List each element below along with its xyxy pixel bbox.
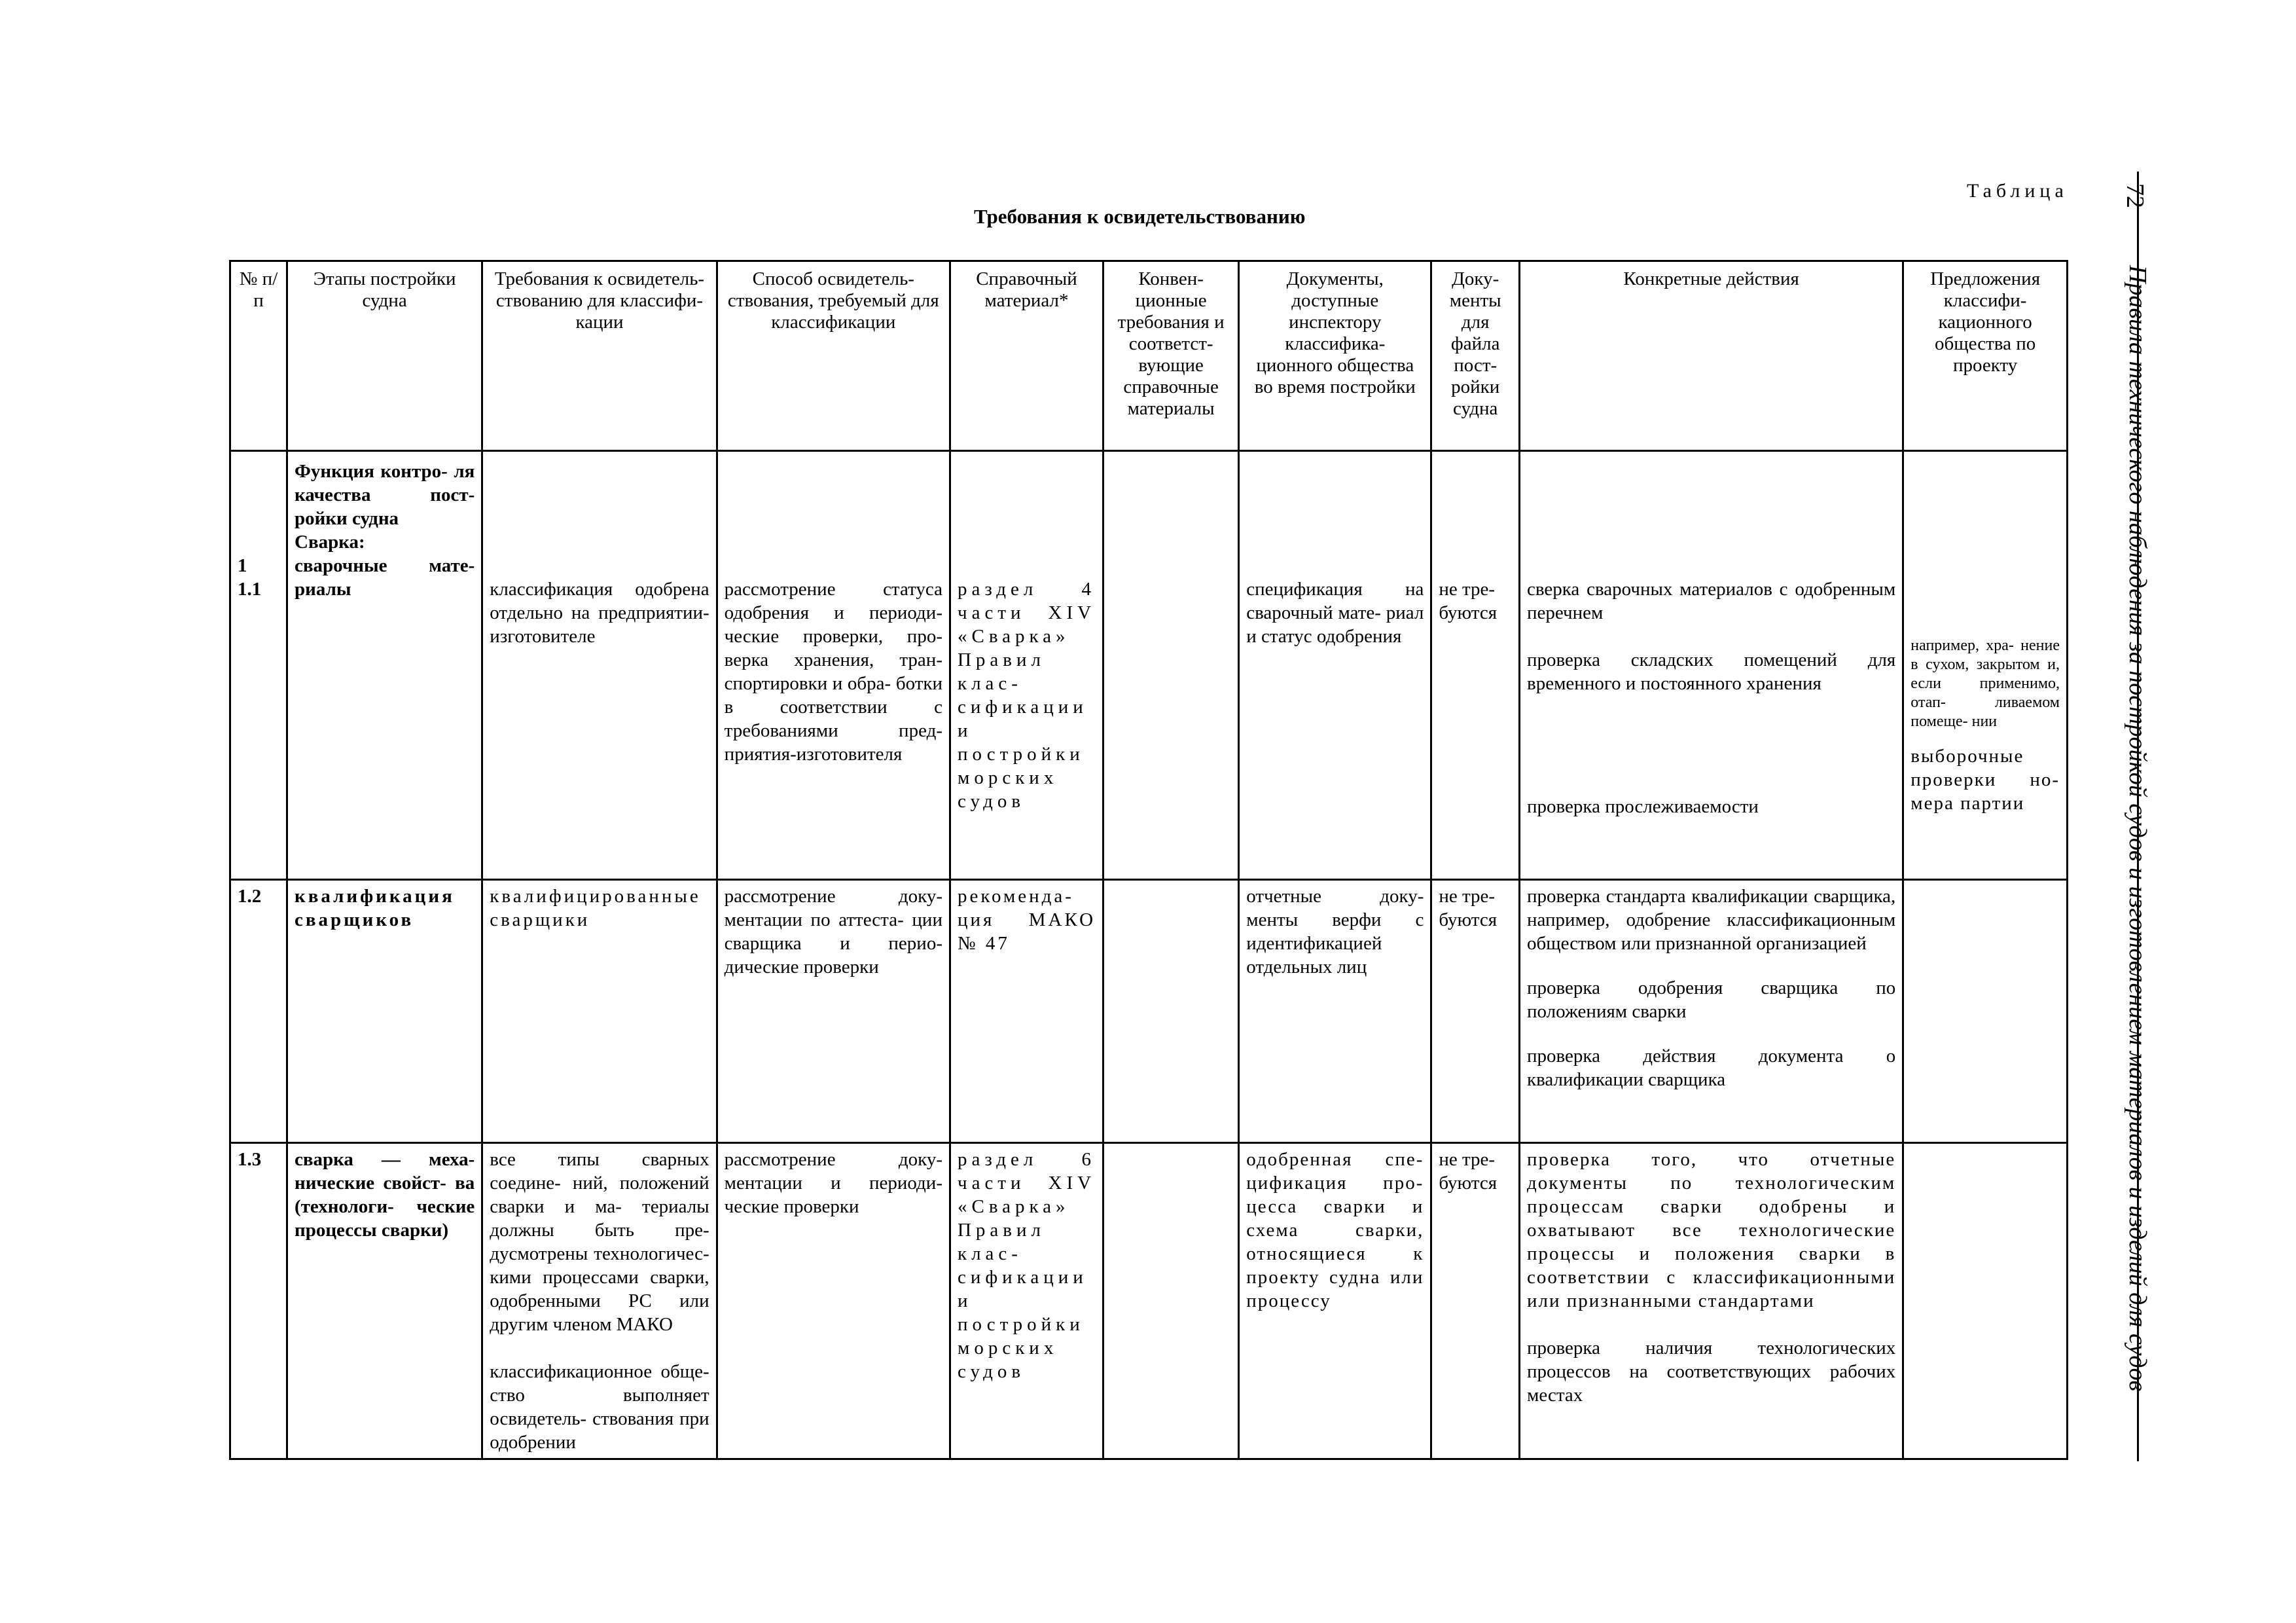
table-row <box>230 451 2068 880</box>
reference: раздел 6 части XIV «Сварка» Правил клас- сификации и постройки морских судов <box>950 1143 1103 1459</box>
table-row <box>230 1143 2068 1459</box>
header-method: Способ освидетель- ствования, требуемый для классификации <box>717 261 950 451</box>
proposal-cell <box>1903 880 2068 1143</box>
action-item: проверка наличия технологических процессов на соответствующих рабочих местах <box>1527 1338 1896 1406</box>
requirement: классификация одобрена отдельно на предприятии- изготовителе <box>490 579 709 647</box>
header-row <box>230 261 2068 451</box>
action-item: проверка стандарта квалификации сварщика, например, одобрение классификационным обществом или признанной организацией <box>1527 886 1896 954</box>
reference: рекоменда- ция МАКО № 47 <box>950 880 1103 1143</box>
convention-cell <box>1103 451 1239 880</box>
action-item: проверка одобрения сварщика по положениям сварки <box>1527 977 1896 1022</box>
requirement: все типы сварных соедине- ний, положений сварки и ма- териалы должны быть пре- дусмотрены технологичес- кими процессами сварки, одобренными РС или другим членом МАКО <box>490 1149 709 1335</box>
header-file-docs: Доку- менты для файла пост- ройки судна <box>1431 261 1520 451</box>
stage: сварочные мате- риалы <box>295 555 475 600</box>
requirement: квалифицированные сварщики <box>482 880 717 1143</box>
row-number: 1.2 <box>230 880 287 1143</box>
reference: раздел 4 части XIV «Сварка» Правил клас- сификации и постройки морских судов <box>957 579 1096 812</box>
row-number: 1.3 <box>230 1143 287 1459</box>
method: рассмотрение доку- ментации по аттеста- ции сварщика и перио- дические проверки <box>717 880 950 1143</box>
header-convention: Конвен- ционные требования и соответст- вующие справочные материалы <box>1103 261 1239 451</box>
proposal-item: например, хра- нение в сухом, закрытом и, если применимо, отап- ливаемом помеще- нии <box>1910 637 2060 730</box>
header-proposals: Предложения классифи- кационного общества по проекту <box>1903 261 2068 451</box>
header-actions: Конкретные действия <box>1520 261 1903 451</box>
action-item: проверка того, что отчетные документы по технологическим процессам сварки одобрены и охватывают все технологические процессы и положения сварки в соответствии с классификационными или признанными стандартами <box>1527 1149 1896 1311</box>
running-head: Правила технического наблюдения за постройкой судов и изготовлением материалов и изделий для судов <box>2124 265 2151 1392</box>
documents: отчетные доку- менты верфи с идентификацией отдельных лиц <box>1239 880 1431 1143</box>
stage-title: Сварка: <box>295 532 365 553</box>
method: рассмотрение доку- ментации и периоди- ческие проверки <box>717 1143 950 1459</box>
page-number: 72 <box>2121 183 2149 208</box>
table-title: Требования к освидетельствованию <box>974 205 1306 228</box>
stage: сварка — меха- нические свойст- ва (технологи- ческие процессы сварки) <box>287 1143 482 1459</box>
file-docs: не тре- буются <box>1431 880 1520 1143</box>
action-item: проверка складских помещений для временного и постоянного хранения <box>1527 649 1896 694</box>
proposal-cell <box>1903 1143 2068 1459</box>
header-documents: Документы, доступные инспектору классифика- ционного общества во время постройки <box>1239 261 1431 451</box>
section-title: Функция контро- ля качества пост- ройки судна <box>295 461 475 529</box>
proposal-item: выборочные проверки но- мера партии <box>1910 746 2060 814</box>
file-docs: не тре- буются <box>1431 1143 1520 1459</box>
action-item: проверка действия документа о квалификации сварщика <box>1527 1046 1896 1090</box>
header-stages: Этапы постройки судна <box>287 261 482 451</box>
action-item: проверка прослеживаемости <box>1527 796 1759 817</box>
method: рассмотрение статуса одобрения и периоди- ческие проверки, про- верка хранения, тран- спортировки и обра- ботки в соответствии с требованиями пред- приятия-изготовителя <box>724 579 942 765</box>
convention-cell <box>1103 880 1239 1143</box>
documents: спецификация на сварочный мате- риал и статус одобрения <box>1246 579 1424 647</box>
convention-cell <box>1103 1143 1239 1459</box>
stage: квалификация сварщиков <box>287 880 482 1143</box>
header-num: № п/п <box>230 261 287 451</box>
header-reference: Справочный материал* <box>950 261 1103 451</box>
table-row <box>230 880 2068 1143</box>
survey-requirements-table <box>229 260 2068 1460</box>
file-docs: не тре- буются <box>1439 579 1498 623</box>
action-item: сверка сварочных материалов с одобренным перечнем <box>1527 579 1896 623</box>
row-number: 1.1 <box>238 579 262 600</box>
requirement: классификационное обще- ство выполняет освидетель- ствования при одобрении <box>490 1361 709 1453</box>
section-number: 1 <box>238 555 247 576</box>
documents: одобренная спе- цификация про- цесса сварки и схема сварки, относящиеся к проекту судна или процессу <box>1239 1143 1431 1459</box>
side-margin <box>2113 177 2159 1457</box>
table-caption: Таблица <box>1967 180 2068 202</box>
header-requirements: Требования к освидетель- ствованию для классифи- кации <box>482 261 717 451</box>
